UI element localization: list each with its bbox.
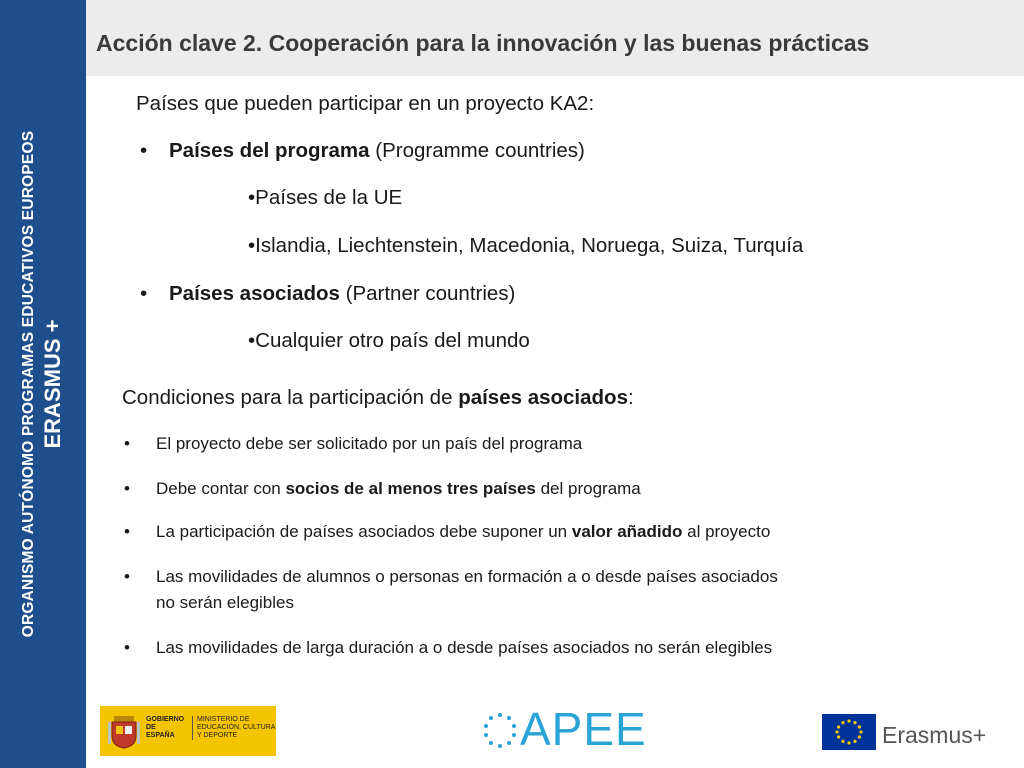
programa-bold: Países del programa bbox=[169, 139, 370, 162]
programa-rest: (Programme countries) bbox=[369, 139, 585, 162]
sub-item-cualquier: •Cualquier otro país del mundo bbox=[248, 329, 530, 352]
item2-pre: Debe contar con bbox=[156, 479, 286, 498]
bullet-dot: • bbox=[124, 638, 130, 657]
item3-pre: La participación de países asociados debe suponer un bbox=[156, 522, 572, 541]
bullet-dot: • bbox=[124, 479, 130, 498]
apee-dots-icon bbox=[482, 712, 518, 748]
eu-flag-icon bbox=[822, 714, 876, 750]
coat-of-arms-icon bbox=[106, 712, 142, 750]
apee-logo bbox=[482, 703, 652, 756]
asociados-rest: (Partner countries) bbox=[339, 282, 516, 305]
sidebar-erasmus-label: ERASMUS + bbox=[40, 319, 65, 449]
condition-item-1: El proyecto debe ser solicitado por un país del programa bbox=[156, 434, 583, 453]
bullet-dot: • bbox=[124, 522, 130, 541]
erasmus-plus-label: Erasmus+ bbox=[882, 722, 987, 748]
bullet-dot: • bbox=[124, 434, 130, 453]
item3-bold: valor añadido bbox=[571, 522, 683, 541]
condition-item-2 bbox=[156, 479, 641, 499]
condition-item-5: Las movilidades de larga duración a o desde países asociados no serán elegibles bbox=[156, 638, 773, 657]
heading-post: : bbox=[627, 386, 634, 409]
gobierno-label: GOBIERNO DE ESPAÑA bbox=[146, 716, 185, 739]
condition-item-4-line1: Las movilidades de alumnos o personas en formación a o desde países asociados bbox=[156, 567, 778, 586]
list-item-programa bbox=[169, 139, 585, 163]
bullet-dot: • bbox=[140, 139, 148, 162]
asociados-bold: Países asociados bbox=[169, 282, 340, 305]
list-item-asociados bbox=[169, 282, 515, 306]
bullet-dot: • bbox=[124, 567, 130, 586]
sidebar bbox=[0, 0, 86, 768]
gobierno-logo bbox=[100, 706, 276, 756]
ministerio-label: MINISTERIO DE EDUCACIÓN, CULTURA Y DEPORTE bbox=[192, 716, 277, 740]
sub-item-ue: •Países de la UE bbox=[248, 186, 403, 209]
section2-heading bbox=[122, 386, 634, 410]
item2-bold: socios de al menos tres países bbox=[285, 479, 536, 498]
condition-item-4-line2: no serán elegibles bbox=[156, 593, 294, 612]
sidebar-text bbox=[20, 131, 66, 638]
heading-pre: Condiciones para la participación de bbox=[122, 386, 459, 409]
heading-bold: países asociados bbox=[458, 386, 628, 409]
item3-post: al proyecto bbox=[682, 522, 771, 541]
page-title: Acción clave 2. Cooperación para la innovación y las buenas prácticas bbox=[96, 30, 870, 56]
bullet-dot: • bbox=[140, 282, 148, 305]
section1-intro: Países que pueden participar en un proyecto KA2: bbox=[136, 92, 595, 115]
sub-item-islandia: •Islandia, Liechtenstein, Macedonia, Noruega, Suiza, Turquía bbox=[248, 234, 804, 257]
condition-item-3 bbox=[156, 522, 770, 542]
apee-label: APEE bbox=[520, 703, 647, 755]
sidebar-org-name: ORGANISMO AUTÓNOMO PROGRAMAS EDUCATIVOS EUROPEOS bbox=[20, 130, 37, 638]
item2-post: del programa bbox=[535, 479, 641, 498]
